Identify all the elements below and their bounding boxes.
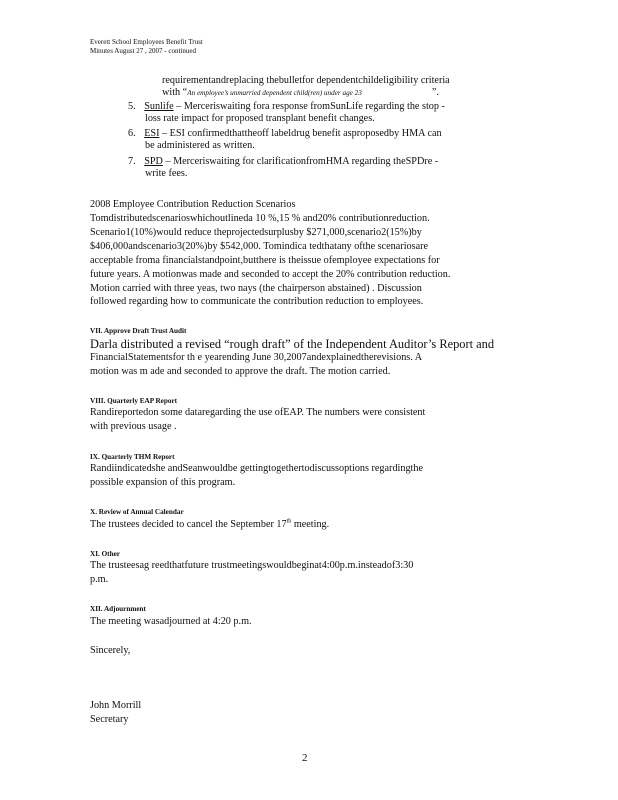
paragraph-line: Randiindicatedshe andSeanwouldbe gettingtogethertodiscussoptions regardingthe	[90, 463, 423, 474]
continuation-line-2: with “An employee’s unmarried dependent child(ren) under age 23 ”.	[162, 87, 439, 98]
list-item-label: SPD	[144, 156, 163, 167]
section-heading: IX. Quarterly THM Report	[90, 453, 175, 461]
paragraph-line: possible expansion of this program.	[90, 477, 236, 488]
list-item: 6. ESI – ESI confirmedthattheoff labeldrug benefit asproposedby HMA can	[128, 128, 442, 139]
list-item-label: ESI	[144, 128, 160, 139]
header-line-2: Minutes August 27 , 2007 - continued	[90, 47, 196, 55]
section-heading: XII. Adjournment	[90, 605, 146, 613]
paragraph-line: FinancialStatementsfor th e yearending June 30,2007andexplainedtherevisions. A	[90, 352, 423, 363]
paragraph-line: Scenario1(10%)would reduce theprojectedsurplusby $271,000,scenario2(15%)by	[90, 227, 422, 238]
list-item: 5. Sunlife – Merceriswaiting fora response fromSunLife regarding the stop -	[128, 101, 445, 112]
section-heading: X. Review of Annual Calendar	[90, 508, 184, 516]
paragraph-line: with previous usage .	[90, 421, 177, 432]
continuation-line-1: requirementandreplacing thebulletfor dependentchildeligibility criteria	[162, 75, 450, 86]
paragraph-line: future years. A motionwas made and seconded to accept the 20% contribution reduction.	[90, 269, 451, 280]
list-item-continuation: be administered as written.	[145, 140, 255, 151]
paragraph-line: The trustees decided to cancel the September 17th meeting.	[90, 518, 330, 530]
closing: Sincerely,	[90, 645, 131, 656]
paragraph-line: p.m.	[90, 574, 109, 585]
section-heading: VII. Approve Draft Trust Audit	[90, 327, 187, 335]
section-heading: VIII. Quarterly EAP Report	[90, 397, 178, 405]
paragraph-line: $406,000andscenario3(20%)by $542,000. Tomindica tedthatany ofthe scenariosare	[90, 241, 429, 252]
list-item-continuation: loss rate impact for proposed transplant benefit changes.	[145, 113, 375, 124]
list-item: 7. SPD – Merceriswaiting for clarificationfromHMA regarding theSPDre -	[128, 156, 439, 167]
header-line-1: Everett School Employees Benefit Trust	[90, 38, 203, 46]
paragraph-line: Randireportedon some dataregarding the use ofEAP. The numbers were consistent	[90, 407, 426, 418]
paragraph-line: motion was m ade and seconded to approve the draft. The motion carried.	[90, 366, 391, 377]
paragraph-line: acceptable froma financialstandpoint,butthere is theissue ofemployee expectations for	[90, 255, 440, 266]
paragraph-line: The meeting wasadjourned at 4:20 p.m.	[90, 616, 252, 627]
signature-name: John Morrill	[90, 700, 142, 711]
paragraph-line: followed regarding how to communicate the contribution reduction to employees.	[90, 296, 424, 307]
list-item-continuation: write fees.	[145, 168, 188, 179]
section-heading: XI. Other	[90, 550, 120, 558]
scenarios-title: 2008 Employee Contribution Reduction Scenarios	[90, 199, 296, 210]
paragraph-line: Tomdistributedscenarioswhichoutlineda 10 %,15 % and20% contributionreduction.	[90, 213, 430, 224]
paragraph-line: Motion carried with three yeas, two nays (the chairperson abstained) . Discussion	[90, 283, 422, 294]
signature-title: Secretary	[90, 714, 129, 725]
list-item-label: Sunlife	[144, 101, 174, 112]
paragraph-line: The trusteesag reedthatfuture trustmeetingswouldbeginat4:00p.m.insteadof3:30	[90, 560, 414, 571]
paragraph-line: Darla distributed a revised “rough draft” of the Independent Auditor’s Report and	[90, 337, 495, 351]
page-number: 2	[302, 752, 308, 764]
